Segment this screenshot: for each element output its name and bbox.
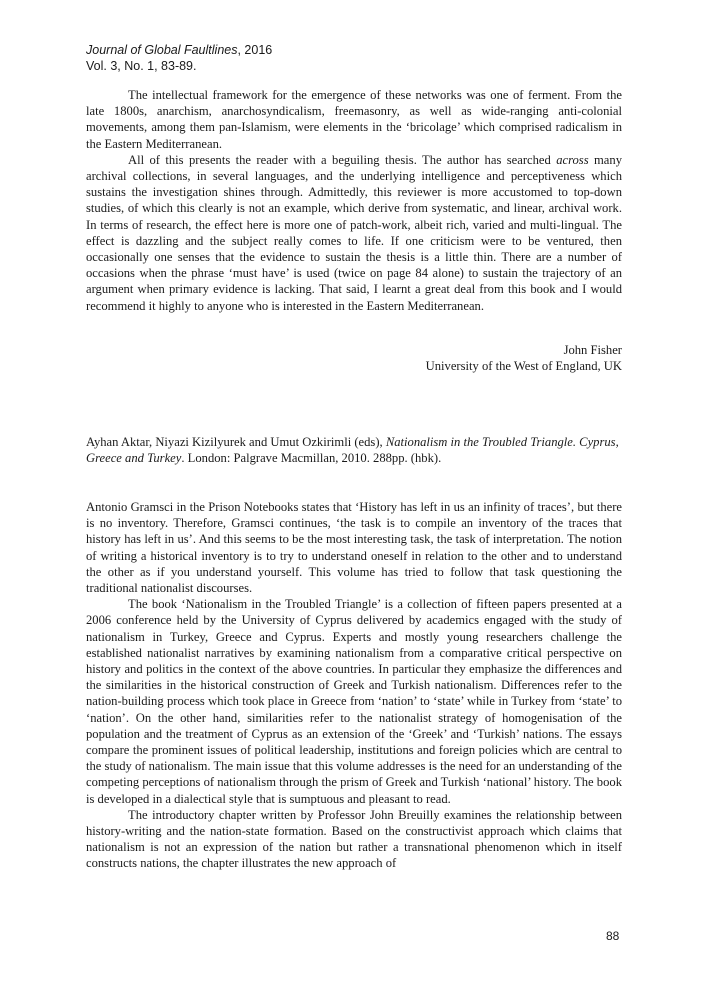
reviewer-signature bbox=[426, 342, 622, 374]
journal-title: Journal of Global Faultlines bbox=[86, 43, 238, 57]
review2-body bbox=[86, 499, 622, 872]
review1-paragraph-2 bbox=[86, 152, 622, 314]
book-citation bbox=[86, 434, 622, 466]
reviewer-affiliation: University of the West of England, UK bbox=[425, 359, 622, 374]
review2-paragraph-2: The book ‘Nationalism in the Troubled Triangle’ is a collection of fifteen papers presented at a 2006 conference held by the University of Cyprus delivered by academics engaged with the study of nationalism in Turkey, Greece and Cyprus. Experts and mostly young researchers challenge the established nationalist narratives by examining nationalism from a comparative critical perspective on history and politics in the context of the above countries. In particular they emphasize the differences and the similarities in the historical construction of Greek and Turkish nationalism. Differences refer to the nation-building process which took place in Greece from ‘nation’ to ‘state’ while in Turkey from ‘state’ to ‘nation’. On the other hand, similarities refer to the nationalist strategy of homogenisation of the population and the treatment of Cyprus as an extension of the ‘Greek’ and ‘Turkish’ nations. The essays compare the prominent issues of political leadership, institutions and foreign policies which are central to the study of nationalism. The main issue that this volume addresses is the need for an understanding of the competing perceptions of nationalism through the prism of Greek and Turkish ‘national’ history. The book is developed in a dialectical style that is sumptuous and pleasant to read. bbox=[86, 597, 622, 806]
review1-p2-emphasis: across bbox=[556, 152, 589, 167]
journal-year: , 2016 bbox=[237, 43, 273, 57]
volume-pages: Vol. 3, No. 1, 83-89. bbox=[86, 59, 197, 73]
page-number: 88 bbox=[606, 929, 620, 943]
review2-paragraph-3: The introductory chapter written by Professor John Breuilly examines the relationship between history-writing and the nation-state formation. Based on the constructivist approach which claims that nationalism is not an expression of the nation but rather a transnational phenomenon which in itself constructs nations, the chapter illustrates the new approach of bbox=[86, 807, 622, 871]
citation-publication: . London: Palgrave Macmillan, 2010. 288pp. (hbk). bbox=[181, 451, 442, 466]
review2-paragraph-1: Antonio Gramsci in the Prison Notebooks states that ‘History has left in us an infinity of traces’, but there is no inventory. Therefore, Gramsci continues, ‘the task is to compile an inventory of the traces that history has left in us’. And this seems to be the most interesting task, the task of interpretation. The notion of writing a historical inventory is to try to understand oneself in relation to the other and to understand the other as if you understand yourself. This volume has tried to follow that task questioning the traditional nationalist discourses. bbox=[86, 500, 622, 596]
journal-line bbox=[86, 42, 272, 58]
running-header bbox=[86, 42, 272, 74]
review1-paragraph-1: The intellectual framework for the emergence of these networks was one of ferment. From the late 1800s, anarchism, anarchosyndicalism, freemasonry, as well as wide-ranging anti-colonial movements, among them pan-Islamism, were elements in the ‘bricolage’ which comprised radicalism in the Eastern Mediterranean. bbox=[86, 88, 622, 151]
review1-p2-pre: All of this presents the reader with a beguiling thesis. The author has searched bbox=[128, 152, 557, 167]
review1-body bbox=[86, 87, 622, 314]
citation-title: Nationalism in the Troubled Triangle. Cyprus, Greece and Turkey bbox=[86, 435, 619, 466]
citation-authors: Ayhan Aktar, Niyazi Kizilyurek and Umut Ozkirimli (eds), bbox=[86, 435, 386, 449]
review1-p2-post: many archival collections, in several languages, and the underlying intelligence and perceptiveness which sustains the investigation shines through. Admittedly, this reviewer is more accustomed to top-down studies, of which this clearly is not an example, which derive from systematic, and linear, archival work. In terms of research, the effect here is more one of patch-work, albeit rich, varied and multi-lingual. The effect is dazzling and the subject really comes to life. If one criticism were to be ventured, then occasionally one senses that the evidence to sustain the thesis is a little thin. There are a number of occasions when the phrase ‘must have’ is used (twice on page 84 alone) to sustain the trajectory of an argument when primary evidence is lacking. That said, I learnt a great deal from this book and I would recommend it highly to anyone who is interested in the Eastern Mediterranean. bbox=[86, 152, 622, 313]
reviewer-name: John Fisher bbox=[563, 343, 622, 357]
